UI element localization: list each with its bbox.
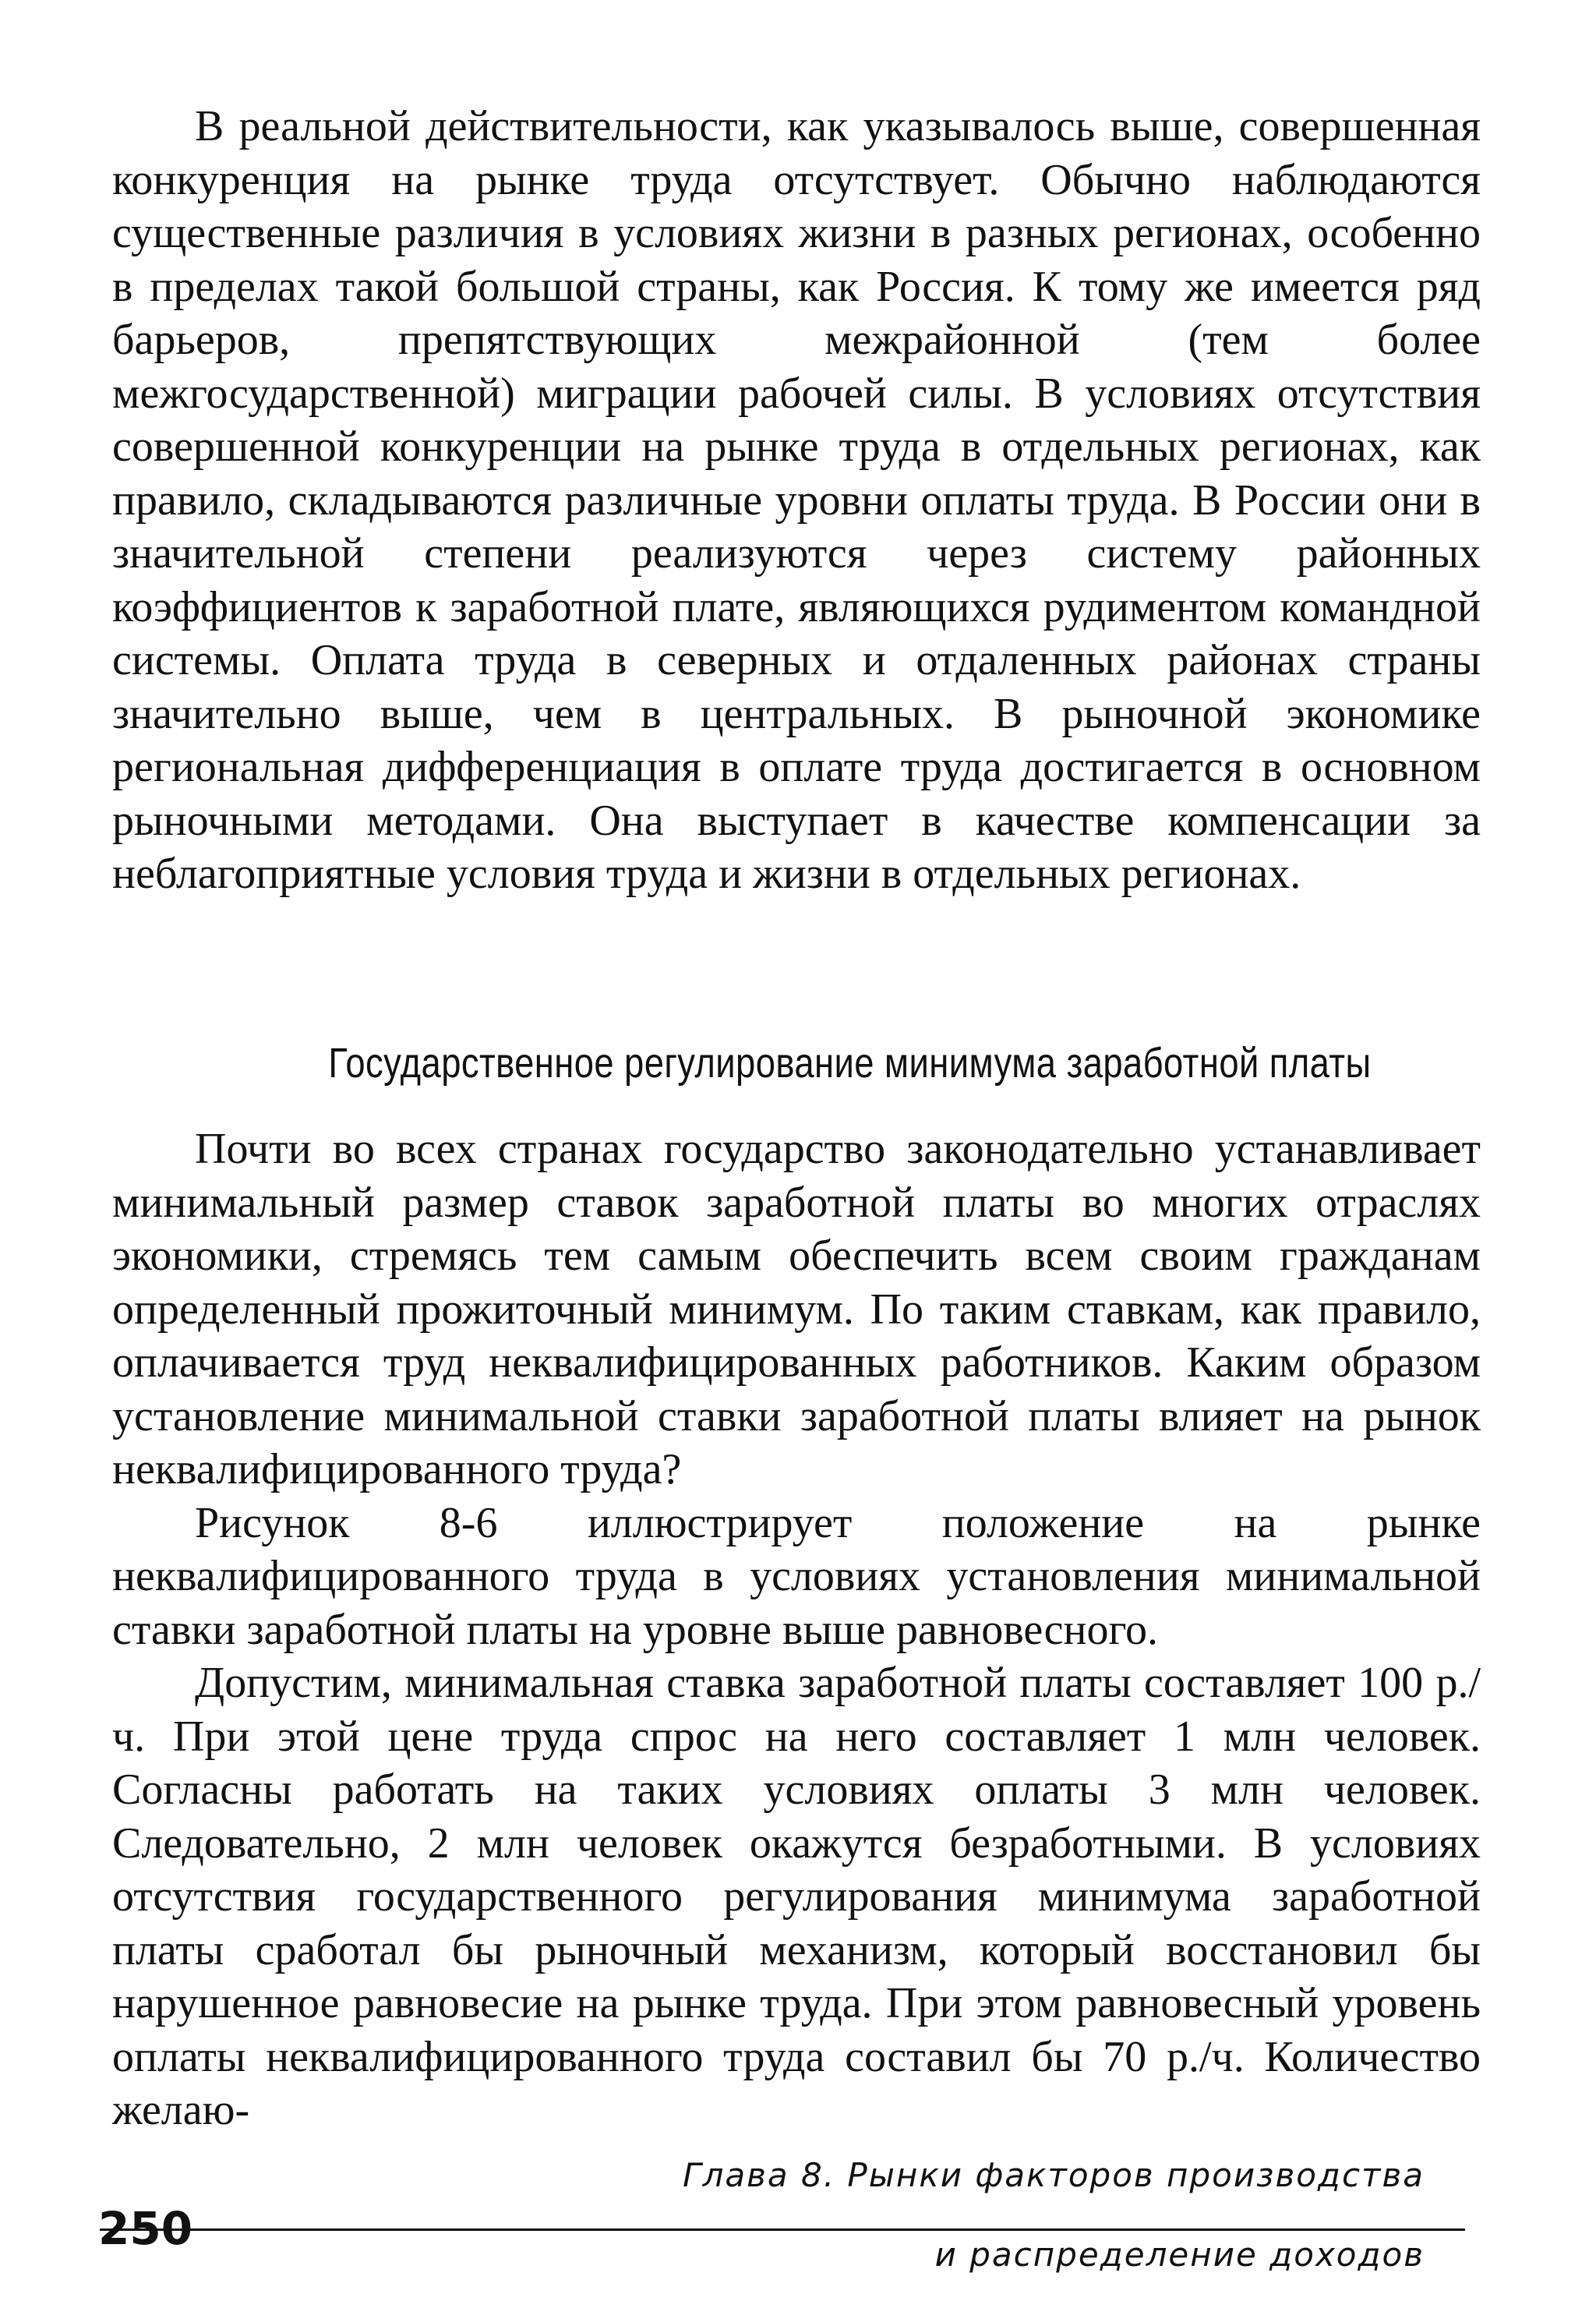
section-heading: Государственное регулирование минимума заработной платы: [328, 1040, 1372, 1087]
paragraph: Рисунок 8-6 иллюстрирует положение на рынке неквалифицированного труда в условиях установления минимальной ставки заработной платы на уровне выше равновесного.: [112, 1498, 1481, 1654]
paragraph: Допустим, минимальная ставка заработной платы составляет 100 р./ч. При этой цене труда спрос на него составляет 1 млн человек. Согласны работать на таких условиях оплаты 3 млн человек. Следовательно, 2 млн человек окажутся безработными. В условиях отсутствия государственного регулирования минимума заработной платы сработал бы рыночный механизм, который восстановил бы нарушенное равновесие на рынке труда. При этом равновесный уровень оплаты неквалифицированного труда составил бы 70 р./ч. Количество желаю-: [112, 1659, 1481, 2134]
running-head-subtitle: и распределение доходов: [934, 2236, 1425, 2274]
paragraph: В реальной действительности, как указывалось выше, совершенная конкуренция на рынке труда отсутствует. Обычно наблюдаются существенные различия в условиях жизни в разных регионах, особенно в пределах такой большой страны, как Россия. К тому же имеется ряд барьеров, препятствующих межрайонной (тем более межгосударственной) миграции рабочей силы. В условиях отсутствия совершенной конкуренции на рынке труда в отдельных регионах, как правило, складываются различные уровни оплаты труда. В России они в значительной степени реализуются через систему районных коэффициентов к заработной плате, являющихся рудиментом командной системы. Оплата труда в северных и отдаленных районах страны значительно выше, чем в центральных. В рыночной экономике региональная дифференциация в оплате труда достигается в основном рыночными методами. Она выступает в качестве компенсации за неблагоприятные условия труда и жизни в отдельных регионах.: [112, 102, 1481, 898]
paragraph: Почти во всех странах государство законодательно устанавливает минимальный размер ставок заработной платы во многих отраслях экономики, стремясь тем самым обеспечить всем своим гражданам определенный прожиточный минимум. По таким ставкам, как правило, оплачивается труд неквалифицированных работников. Каким образом установление минимальной ставки заработной платы влияет на рынок неквалифицированного труда?: [112, 1125, 1481, 1493]
page-number: 250: [98, 2202, 193, 2255]
text-block-minimum-wage: [112, 1122, 1481, 2137]
footer-rule: [100, 2228, 1465, 2231]
running-head-chapter: Глава 8. Рынки факторов производства: [683, 2156, 1425, 2194]
text-block-intro: [112, 100, 1481, 901]
